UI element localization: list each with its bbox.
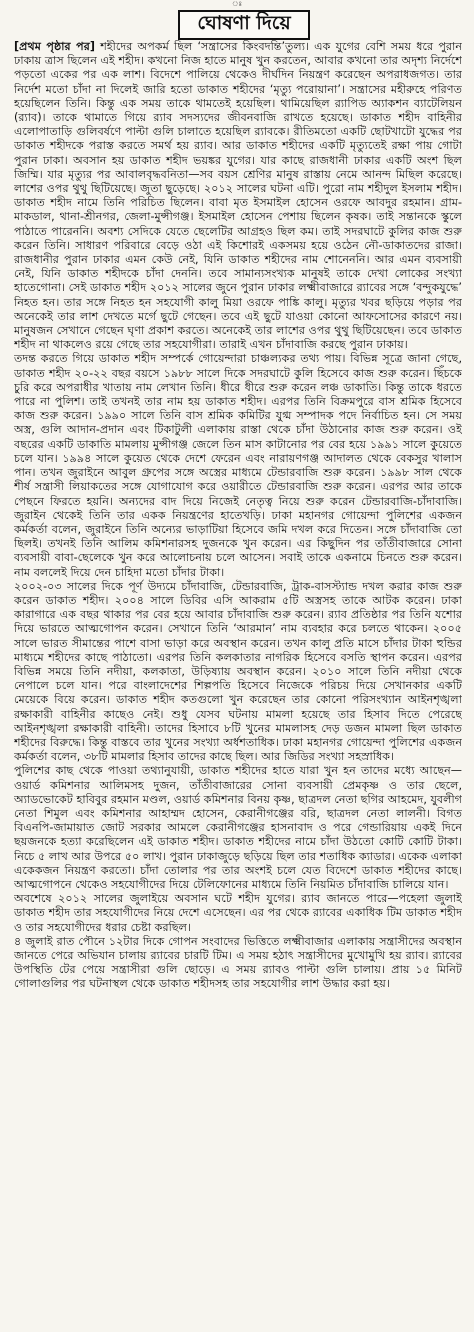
article-paragraph: ৪ জুলাই রাত পৌনে ১২টার দিকে গোপন সংবাদের ভিত্তিতে লক্ষ্মীবাজার এলাকায় সন্ত্রাসীদের অবস্থান জানতে পেরে অভিযান চালায় র‌্যাবের চারটি টিম। এ সময় হঠাৎ সন্ত্রাসীদের মুখোমুখি হয় র‌্যাব। র‌্যাবের উপস্থিতি টের পেয়ে সন্ত্রাসীরা গুলি ছোড়ে। এ সময় র‌্যাবও পাল্টা গুলি চালায়। প্রায় ১৫ মিনিট গোলাগুলির পর ঘটনাস্থল থেকে ডাকাত শহীদসহ তার সহযোগীর লাশ উদ্ধার করা হয়। — [14, 934, 462, 991]
article-paragraph: ২০০২-০৩ সালের দিকে পূর্ণ উদ্যমে চাঁদাবাজি, টেন্ডারবাজি, ট্রাক-বাসস্ট্যান্ড দখল করার কাজ শুরু করেন ডাকাত শহীদ। ২০০৪ সালে ডিবির এসি আকরাম ৫টি অস্ত্রসহ তাকে আটক করেন। ঢাকা কারাগারে এক বছর থাকার পর বের হয়ে আবার চাঁদাবাজি শুরু করেন। র‌্যাব প্রতিষ্ঠার পর তিনি যশোর দিয়ে ভারতে আত্মগোপন করেন। সেখানে তিনি ‘আরমান’ নাম ব্যবহার করে চলতে থাকেন। ২০০৫ সালে ভারত সীমান্তের পাশে বাসা ভাড়া করে অবস্থান করেন। তখন কালু প্রতি মাসে চাঁদার টাকা হুন্ডির মাধ্যমে শহীদের কাছে পাঠাতো। এরপর তিনি কলকাতার নাগরিক হিসেবে বসতি স্থাপন করেন। এরপর বিভিন্ন সময়ে তিনি নদীয়া, কলকাতা, উড়িষ্যায় অবস্থান করেন। ২০১০ সালে তিনি নদীয়া থেকে নেপালে চলে যান। পরে বাংলাদেশের শিল্পপতি হিসেবে নিজেকে পরিচয় দিয়ে সেখানকার একটি মেয়েকে বিয়ে করেন। ডাকাত শহীদ কতগুলো খুন করেছেন তার কোনো পরিসংখ্যান আইনশৃঙ্খলা রক্ষাকারী বাহিনীর কাছেও নেই। শুধু যেসব ঘটনায় মামলা হয়েছে তার হিসাব দিতে পেরেছে আইনশৃঙ্খলা রক্ষাকারী বাহিনী। তাদের হিসাবে ৮টি খুনের মামলাসহ দেড় ডজন মামলা ছিল ডাকাত শহীদের বিরুদ্ধে। কিন্তু বাস্তবে তার খুনের সংখ্যা অর্ধশতাধিক। ঢাকা মহানগর গোয়েন্দা পুলিশের একজন কর্মকর্তা বলেন, ৩৮টি মামলার হিসাব তাদের কাছে ছিল। আর জিডির সংখ্যা সহস্রাধিক। — [14, 579, 462, 764]
paragraph-text: শহীদের অপকর্ম ছিল ‘সন্ত্রাসের কিংবদন্তি’তুল্য। এক যুগের বেশি সময় ধরে পুরান ঢাকায় ত্রাস ছিলেন এই শহীদ। কখনো নিজ হাতে মানুষ খুন করতেন, আবার কখনো তার অদৃশ্য নির্দেশে পড়তো একের পর এক লাশ। বিদেশে পালিয়ে থেকেও দীর্ঘদিন নিয়ন্ত্রণ করেছেন অপরাধজগত। তার নির্দেশ মতো চাঁদা না দিলেই জারি হতো ডাকাত শহীদের ‘মৃত্যু পরোয়ানা’। সন্ত্রাসের মহীরুহে পরিণত হয়েছিলেন তিনি। কিন্তু এক সময় তাকে থামতেই হয়েছিল। থামিয়েছিল র‌্যাপিড অ্যাকশন ব্যাটেলিয়ন (র‌্যাব)। তাকে থামাতে গিয়ে র‌্যাব সদস্যদের জীবনবাজি রাখতে হয়েছে। ডাকাত শহীদ বাহিনীর এলোপাতাড়ি গুলিবর্ষণে পাল্টা গুলি চালাতে হয়েছিল র‌্যাবকে। রীতিমতো একটি ছোটখাটো যুদ্ধের পর ডাকাত শহীদকে পরাস্ত করতে সমর্থ হয় র‌্যাব। আর ডাকাত শহীদের একটি মৃত্যুতেই রক্ষা পায় গোটা পুরান ঢাকা। অবসান হয় ডাকাত শহীদ ভয়ঙ্কর যুগের। যার কাছে রাজধানী ঢাকার একটি অংশ ছিল জিম্মি। যার মৃত্যুর পর আবালবৃদ্ধবনিতা—সব বয়স শ্রেণির মানুষ রাস্তায় নেমে আনন্দ মিছিল করেছে। লাশের ওপর থুথু ছিটিয়েছে। জুতা ছুড়েছে। ২০১২ সালের ঘটনা এটি। পুরো নাম শহীদুল ইসলাম শহীদ। ডাকাত শহীদ নামে তিনি পরিচিত ছিলেন। বাবা মৃত ইসমাইল হোসেন ওরফে আবদুর রহমান। গ্রাম-মাকডাল, থানা-শ্রীনগর, জেলা-মুন্সীগঞ্জ। ইসমাইল হোসেন পেশায় ছিলেন কৃষক। তাই সন্তানকে স্কুলে পাঠাতে পারেননি। অবশ্য সেদিকে যেতে ছেলেটির আগ্রহও ছিল কম। তাই সদরঘাটে কুলির কাজ শুরু করেন তিনি। সাধারণ পরিবারে বেড়ে ওঠা এই কিশোরই একসময় হয়ে ওঠেন নৌ-ডাকাতদের রাজা। রাজধানীর পুরান ঢাকার এমন কেউ নেই, যিনি ডাকাত শহীদের নাম শোনেননি। আর এমন ব্যবসায়ী নেই, যিনি ডাকাত শহীদকে চাঁদা দেননি। তবে সামান্যসংখ্যক মানুষই তাকে দেখা লোকের সংখ্যা হাতেগোনা। সেই ডাকাত শহীদ ২০১২ সালের জুনে পুরান ঢাকার লক্ষ্মীবাজারে র‌্যাবের সঙ্গে ‘বন্দুকযুদ্ধে’ নিহত হন। তার সঙ্গে নিহত হন সহযোগী কালু মিয়া ওরফে পাঙ্কি কালু। মৃত্যুর খবর ছড়িয়ে পড়ার পর অনেকেই তার লাশ দেখতে মর্গে ছুটে গেছেন। তবে এই ছুটে যাওয়া কোনো আফসোসের কারণে নয়। মানুষজন সেখানে গেছেন ঘৃণা প্রকাশ করতে। অনেকেই তার লাশের ওপর থুথু ছিটিয়েছেন। তবে ডাকাত শহীদ না থাকলেও রয়ে গেছে তার সহযোগীরা। তারাই এখন চাঁদাবাজি করছে পুরান ঢাকায়। — [14, 40, 462, 352]
headline — [178, 10, 310, 40]
article-body — [14, 40, 462, 1328]
article-paragraph: পুলিশের কাছ থেকে পাওয়া তথ্যানুযায়ী, ডাকাত শহীদের হাতে যারা খুন হন তাদের মধ্যে আছেন—ওয়ার্ড কমিশনার আলিমসহ দুজন, তাঁতীবাজারের সোনা ব্যবসায়ী প্রেমকৃষ্ণ ও তার ছেলে, অ্যাডভোকেট হাবিবুর রহমান মণ্ডল, ওয়ার্ড কমিশনার বিনয় কৃষ্ণ, ছাত্রদল নেতা ছগির আহমেদ, যুবলীগ নেতা শিমুল এবং কমিশনার আহাম্মদ হোসেন, কেরানীগঞ্জের বরি, ছাত্রদল নেতা লালনী। বিগত বিএনপি-জামায়াত জোট সরকার আমলে কেরানীগঞ্জের হাসনাবাদ ও পরে গেন্ডারিয়ায় একই দিনে ছয়জনকে হত্যা করেছিলেন এই ডাকাত শহীদ। ডাকাত শহীদের নামে চাঁদা উঠতো কোটি কোটি টাকা। নিচে ৫ লাখ আর উপরে ৫০ লাখ। পুরান ঢাকাজুড়ে ছড়িয়ে ছিল তার শতাধিক ক্যাডার। একেক এলাকা একেকজন নিয়ন্ত্রণ করতো। চাঁদা তোলার পর তার অংশই চলে যেত বিদেশে ডাকাত শহীদের কাছে। আত্মগোপনে থেকেও সহযোগীদের দিয়ে টেলিফোনের মাধ্যমে তিনি নিয়মিত চাঁদাবাজি চালিয়ে যান। — [14, 764, 462, 891]
continuation-tag: [প্রথম পৃষ্ঠার পর] — [14, 40, 96, 53]
headline-text: ঘোষণা দিয়ে — [197, 12, 291, 34]
article-paragraph — [14, 40, 462, 352]
previous-page-fragment: ঃ — [231, 0, 243, 8]
article-paragraph: তদন্ত করতে গিয়ে ডাকাত শহীদ সম্পর্কে গোয়েন্দারা চাঞ্চল্যকর তথ্য পায়। বিভিন্ন সূত্রে জানা গেছে, ডাকাত শহীদ ২০-২২ বছর বয়সে ১৯৮৮ সালে দিকে সদরঘাটে কুলি হিসেবে কাজ শুরু করেন। ছিঁচকে চুরি করে অপরাধীর খাতায় নাম লেখান তিনি। ধীরে ধীরে শুরু করেন লঞ্চ ডাকাতি। কিন্তু তাকে ধরতে পারে না পুলিশ। তাই তখনই তার নাম হয় ডাকাত শহীদ। এরপর তিনি বিক্রমপুরে বাস শ্রমিক হিসেবে কাজ শুরু করেন। ১৯৯০ সালে তিনি বাস শ্রমিক কমিটির যুগ্ম সম্পাদক পদে নির্বাচিত হন। সে সময় অস্ত্র, গুলি আদান-প্রদান এবং টিকাটুলী এলাকায় রাস্তা থেকে চাঁদা উঠানোর কাজ শুরু করেন। ওই বছরের একটি ডাকাতি মামলায় মুন্সীগঞ্জ জেলে তিন মাস কাটানোর পর বের হয়ে ১৯৯১ সালে কুয়েতে চলে যান। ১৯৯৪ সালে কুয়েত থেকে দেশে ফেরেন এবং নারায়ণগঞ্জ আদালত থেকে বেকসুর খালাস পান। তখন জুরাইনে আবুল গ্রুপের সঙ্গে অস্ত্রের মাধ্যমে টেন্ডারবাজি শুরু করেন। ১৯৯৮ সাল থেকে শীর্ষ সন্ত্রাসী লিয়াকতের সঙ্গে যোগাযোগ করে ওয়ারীতে টেন্ডারবাজি শুরু করেন। এরপর আর তাকে পেছনে ফিরতে হয়নি। অন্যদের বাদ দিয়ে নিজেই নেতৃত্ব নিয়ে শুরু করেন টেন্ডারবাজি-চাঁদাবাজি। জুরাইন থেকেই তিনি তার একক নিয়ন্ত্রণের হাতেখড়ি। ঢাকা মহানগর গোয়েন্দা পুলিশের একজন কর্মকর্তা বলেন, জুরাইনে তিনি অন্যের ভাড়াটিয়া হিসেবে জমি দখল করে দিতেন। সঙ্গে চাঁদাবাজি তো ছিলই। তখনই তিনি আলিম কমিশনারসহ দুজনকে খুন করেন। এর কিছুদিন পর তাঁতীবাজারে সোনা ব্যবসায়ী বাবা-ছেলেকে খুন করে আলোচনায় চলে আসেন। সবাই তাকে একনামে চিনতে শুরু করেন। নাম বললেই দিয়ে দেন চাহিদা মতো চাঁদার টাকা। — [14, 352, 462, 579]
article-paragraph: অবশেষে ২০১২ সালের জুলাইয়ে অবসান ঘটে শহীদ যুগের। র‌্যাব জানতে পারে—পহেলা জুলাই ডাকাত শহীদ তার সহযোগীদের নিয়ে দেশে এসেছেন। এর পর থেকে র‌্যাবের একাধিক টিম ডাকাত শহীদ ও তার সহযোগীদের ধরার চেষ্টা করছিল। — [14, 892, 462, 934]
